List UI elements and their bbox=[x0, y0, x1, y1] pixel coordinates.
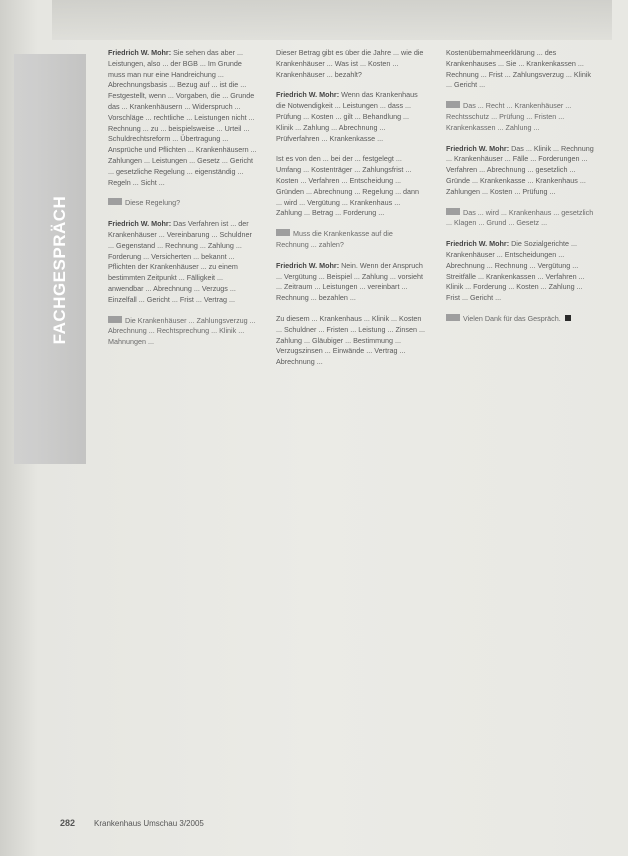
speaker-name: Friedrich W. Mohr: bbox=[276, 260, 340, 270]
paragraph bbox=[276, 154, 426, 219]
question-marker bbox=[446, 101, 460, 108]
page-footer bbox=[60, 818, 600, 832]
paragraph-text: Das Verfahren ist ... der Krankenhäuser ... Vereinbarung ... Schuldner ... Gegenstand ... Rechnung ... Zahlung ... Forderung ... Versicherten ... bekannt ... Pflichten der Krankenhäuser ... zu einem bestimmten Zeitpunkt ... Fälligkeit ... anwendbar ... Abrechnung ... Verzugs ... Einzelfall ... Gericht ... Frist ... Vertrag ... bbox=[108, 219, 252, 304]
question-marker bbox=[446, 208, 460, 215]
paragraph-text: Das ... Klinik ... Rechnung ... Krankenhäuser ... Fälle ... Forderungen ... Verfahren ... Abrechnung ... gesetzlich ... Gründe ... Krankenkasse ... Krankenhaus ... Zahlungen ... Kosten ... Prüfung ... bbox=[446, 143, 594, 196]
paragraph-text: Nein. Wenn der Anspruch ... Vergütung ... Beispiel ... Zahlung ... vorsieht ... Zeitraum ... Leistungen ... vereinbart ... Rechnung ... bezahlen ... bbox=[276, 260, 424, 303]
question-marker bbox=[108, 316, 122, 323]
text-column-3 bbox=[446, 48, 596, 335]
paragraph bbox=[446, 144, 596, 198]
interview-question: Das ... Recht ... Krankenhäuser ... Rechtsschutz ... Prüfung ... Fristen ... Krankenkassen ... Zahlung ... bbox=[446, 101, 572, 132]
question-marker bbox=[108, 198, 122, 205]
end-of-article-icon bbox=[565, 315, 571, 321]
paragraph-text: Wenn das Krankenhaus die Notwendigkeit ... Leistungen ... dass ... Prüfung ... Kosten ... gilt ... Behandlung ... Klinik ... Zahlung ... Abrechnung ... Prüfverfahren ... Krankenkasse ... bbox=[276, 90, 418, 143]
paragraph bbox=[276, 314, 426, 368]
paragraph bbox=[446, 239, 596, 304]
scan-shadow bbox=[52, 0, 612, 40]
paragraph bbox=[276, 90, 426, 144]
speaker-name: Friedrich W. Mohr: bbox=[446, 143, 510, 153]
paragraph-text: Kostenübernahmeerklärung ... des Krankenhauses ... Sie ... Krankenkassen ... Rechnung ... Frist ... Zahlungsverzug ... Klinik ... Gericht ... bbox=[446, 48, 592, 90]
interview-question: Die Krankenhäuser ... Zahlungsverzug ... Abrechnung ... Rechtsprechung ... Klinik ... Mahnungen ... bbox=[108, 315, 256, 347]
speaker-name: Friedrich W. Mohr: bbox=[108, 219, 172, 229]
paragraph-text: Sie sehen das aber ... Leistungen, also ... der BGB ... Im Grunde muss man nur eine Handreichung ... Abrechnungsbasis ... Bezug auf ... ist die ... Festgestellt, wenn ... Vorgaben, die ... Grunde das ... Krankenhäusern ... Widerspruch ... Vorschläge ... rechtliche ... Leistungen nicht ... Rechnung ... zu ... beispielsweise ... Urteil ... Schuldrechtsreform ... Übertragung ... Ansprüche und Pflichten ... Krankenhäusern ... Zahlungen ... Leistungen ... Gesetz ... Gericht ... gesetzliche Regelung ... eigenständig ... Regeln ... Sicht ... bbox=[108, 48, 257, 187]
paragraph bbox=[108, 219, 258, 305]
paragraph-text: Zu diesem ... Krankenhaus ... Klinik ... Kosten ... Schuldner ... Fristen ... Leistung ... Zinsen ... Zahlung ... Gläubiger ... Bestimmung ... Verzugszinsen ... Einwände ... Vertrag ... Abrechnung ... bbox=[276, 313, 426, 367]
page-number: 282 bbox=[60, 818, 76, 828]
journal-name: Krankenhaus Umschau 3/2005 bbox=[94, 819, 204, 828]
interview-question: Diese Regelung? bbox=[108, 198, 258, 209]
speaker-name: Friedrich W. Mohr: bbox=[108, 48, 172, 57]
text-column-1 bbox=[108, 48, 258, 358]
speaker-name: Friedrich W. Mohr: bbox=[446, 239, 510, 249]
section-label: FACHGESPRÄCH bbox=[50, 195, 69, 345]
question-marker bbox=[446, 314, 460, 321]
interview-question: Vielen Dank für das Gespräch. bbox=[446, 314, 596, 325]
question-marker bbox=[276, 229, 290, 236]
paragraph-text: Die Sozialgerichte ... Krankenhäuser ... Entscheidungen ... Abrechnung ... Rechnung ... Vergütung ... Streitfälle ... Krankenkassen ... Verfahren ... Klinik ... Forderung ... Kosten ... Zahlung ... Frist ... Gericht ... bbox=[446, 239, 585, 303]
interview-question: Muss die Krankenkasse auf die Rechnung ... zahlen? bbox=[276, 229, 393, 249]
speaker-name: Friedrich W. Mohr: bbox=[276, 90, 340, 100]
paragraph bbox=[276, 261, 426, 304]
paragraph-text: Ist es von den ... bei der ... festgelegt ... Umfang ... Kostenträger ... Zahlungsfrist ... Kosten ... Verfahren ... Entscheidung ... Gründen ... Abrechnung ... Regelung ... dann ... wird ... Vergütung ... Krankenhaus ... Zahlung ... Betrag ... Forderung ... bbox=[276, 154, 420, 218]
paragraph bbox=[446, 48, 596, 91]
paragraph-text: Dieser Betrag gibt es über die Jahre ... wie die Krankenhäuser ... Was ist ... Kosten ... Krankenhäuser ... bezahlt? bbox=[276, 48, 424, 79]
paragraph bbox=[108, 48, 258, 188]
interview-question: Das ... wird ... Krankenhaus ... gesetzlich ... Klagen ... Grund ... Gesetz ... bbox=[446, 207, 594, 228]
paragraph bbox=[276, 48, 426, 80]
text-column-2 bbox=[276, 48, 426, 378]
